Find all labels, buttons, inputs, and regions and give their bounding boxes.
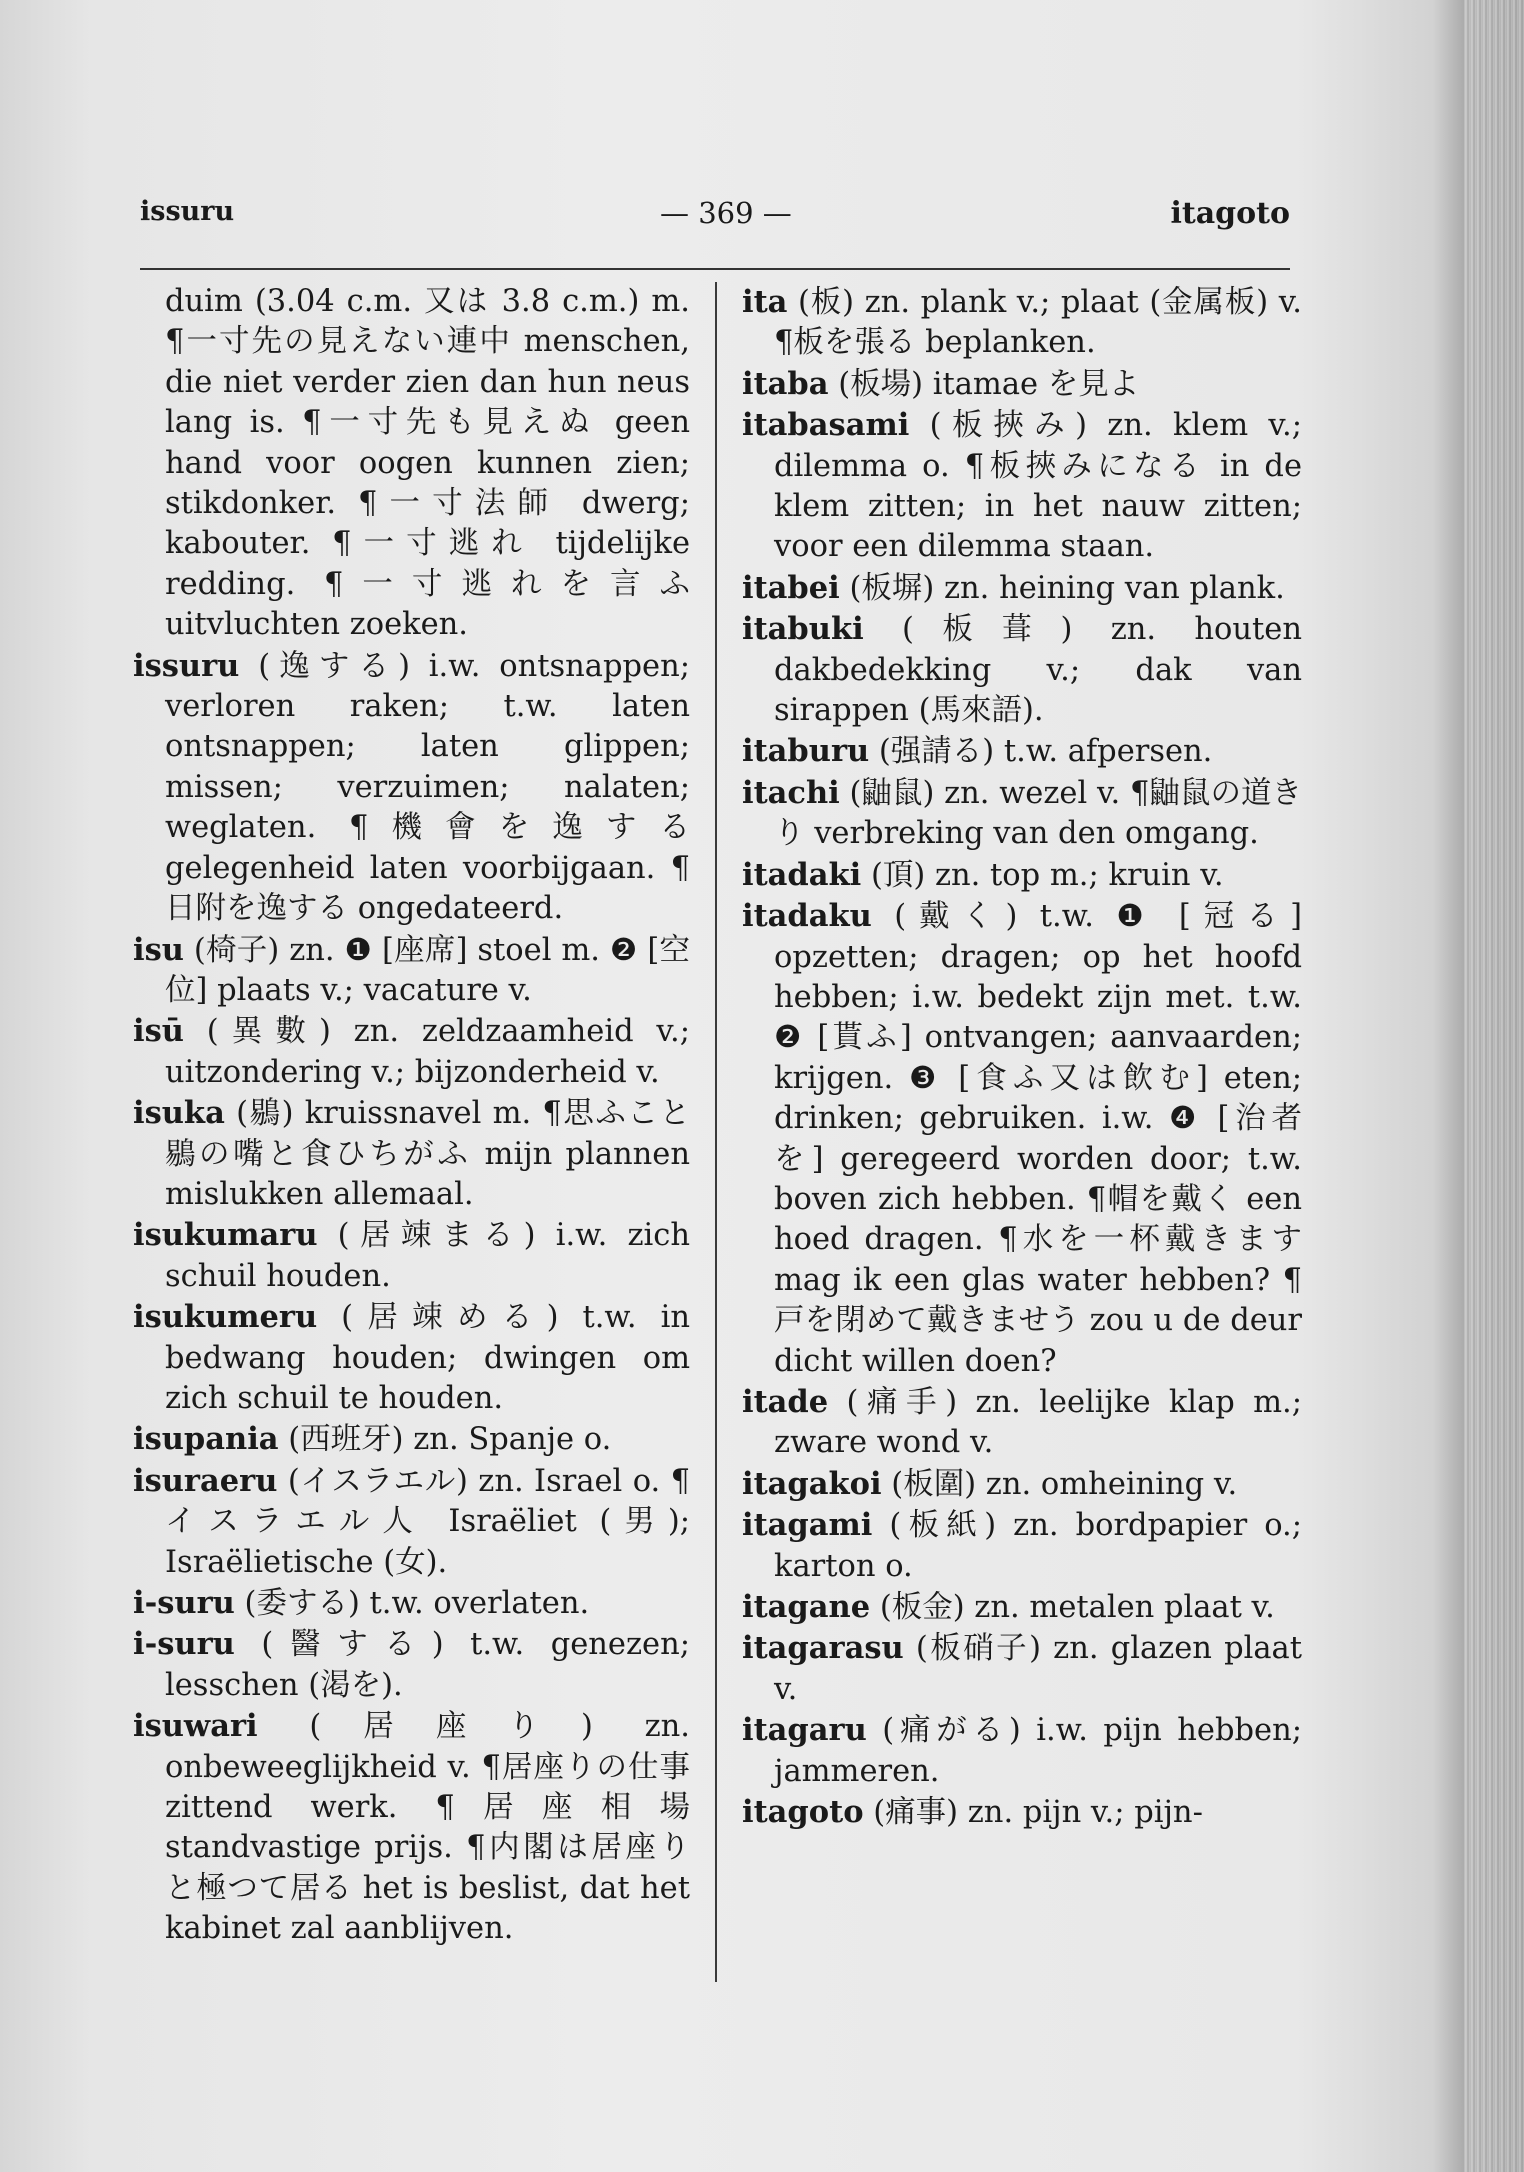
dictionary-entry (742, 568, 1302, 609)
entry-text: (イスラエル) zn. Israel o. ¶イスラエル人 Israëliet (男); Israëlietische (女). (165, 1463, 690, 1580)
entry-text: (强請る) t.w. afpersen. (878, 734, 1213, 770)
dictionary-entry (742, 364, 1302, 405)
dictionary-entry (133, 1011, 690, 1093)
entry-text: (居竦める) t.w. in bedwang houden; dwingen om zich schuil te houden. (165, 1300, 690, 1416)
entry-text: (板挾み) zn. klem v.; dilemma o. ¶板挾みになる in de klem zitten; in het nauw zitten; voor een dilemma staan. (774, 408, 1302, 565)
dictionary-entry (742, 1628, 1302, 1710)
entry-text: (戴く) t.w. ❶ [冠る] opzetten; dragen; op het hoofd hebben; i.w. bedekt zijn met. t.w. ❷ [貰ふ] ontvangen; aanvaarden; krijgen. ❸ [食ふ又は飲む] eten; drinken; gebruiken. i.w. ❹ [治者を] geregeerd worden door; t.w. boven zich hebben. ¶帽を戴く een hoed dragen. ¶水を一杯戴きます mag ik een glas water hebben? ¶戸を閉めて戴きませう zou u de deur dicht willen doen? (774, 899, 1302, 1379)
entry-text: (居竦まる) i.w. zich schuil houden. (165, 1218, 690, 1294)
entry-text: (板紙) zn. bordpapier o.; karton o. (774, 1508, 1302, 1584)
dictionary-entry (742, 1710, 1302, 1792)
entry-headword: isu (133, 931, 184, 968)
entry-headword: itachi (742, 774, 840, 811)
entry-text: (板硝子) zn. glazen plaat v. (774, 1631, 1302, 1707)
dictionary-entry (742, 282, 1302, 364)
entry-text: (痛手) zn. leelijke klap m.; zware wond v. (774, 1384, 1302, 1461)
entry-headword: itaburu (742, 733, 870, 770)
left-guide-word: issuru (140, 196, 235, 227)
entry-text: (板圍) zn. omheining v. (891, 1466, 1238, 1502)
dictionary-entry (133, 282, 690, 646)
entry-text: (居座り) zn. onbeweeglijkheid v. ¶居座りの仕事 zittend werk. ¶居座相場 standvastige prijs. ¶内閣は居座りと極つて居る het is beslist, dat het kabinet zal aanblijven. (165, 1709, 690, 1947)
header-rule (140, 268, 1290, 270)
entry-headword: issuru (133, 647, 240, 684)
entry-text: (板) zn. plank v.; plaat (金属板) v. ¶板を張る beplanken. (774, 285, 1302, 361)
entry-text: (頂) zn. top m.; kruin v. (870, 857, 1224, 893)
entry-text: (板葺) zn. houten dakbedekking v.; dak van sirappen (馬來語). (774, 612, 1302, 729)
dictionary-entry (742, 405, 1302, 568)
entry-text: (板金) zn. metalen plaat v. (879, 1590, 1275, 1625)
entry-headword: isuka (133, 1095, 225, 1132)
page-number: — 369 — (660, 196, 792, 230)
dictionary-entry (742, 731, 1302, 772)
entry-headword: isū (133, 1013, 184, 1050)
book-page-edges (1464, 0, 1524, 2172)
right-column (742, 282, 1302, 1982)
entry-text: (醫する) t.w. genezen; lesschen (渇を). (165, 1627, 690, 1703)
dictionary-entry (133, 1706, 690, 1949)
entry-headword: i-suru (133, 1585, 235, 1621)
dictionary-entry (133, 1461, 690, 1583)
dictionary-entry (133, 1297, 690, 1419)
entry-headword: itabei (742, 569, 840, 606)
entry-headword: itagarasu (742, 1630, 904, 1667)
entry-headword: isukumaru (133, 1217, 318, 1254)
entry-headword: itade (742, 1383, 829, 1420)
dictionary-entry (133, 930, 690, 1012)
dictionary-entry (133, 1093, 690, 1215)
dictionary-entry (742, 855, 1302, 896)
entry-headword: isupania (133, 1421, 279, 1458)
dictionary-entry (133, 1419, 690, 1460)
left-column (133, 282, 690, 1982)
entry-headword: itagaru (742, 1712, 867, 1749)
entry-text: (痛事) zn. pijn v.; pijn- (873, 1795, 1203, 1831)
dictionary-entry (133, 1215, 690, 1297)
dictionary-entry (742, 1792, 1302, 1833)
dictionary-entry (742, 1505, 1302, 1587)
entry-headword: isuwari (133, 1708, 258, 1745)
entry-headword: itagane (742, 1589, 871, 1625)
running-header (140, 196, 1290, 236)
entry-headword: itagakoi (742, 1465, 882, 1502)
entry-text: (異數) zn. zeldzaamheid v.; uitzondering v.; bijzonderheid v. (165, 1014, 690, 1090)
entry-headword: itaba (742, 365, 829, 402)
dictionary-entry (742, 1587, 1302, 1628)
entry-headword: isukumeru (133, 1299, 318, 1336)
entry-text: (鶍) kruissnavel m. ¶思ふこと鶍の嘴と食ひちがふ mijn plannen mislukken allemaal. (165, 1096, 691, 1212)
dictionary-entry (133, 1624, 690, 1706)
entry-headword: i-suru (133, 1626, 235, 1663)
entry-headword: itabuki (742, 611, 864, 648)
dictionary-entry (742, 1464, 1302, 1505)
dictionary-entry (742, 896, 1302, 1382)
entry-headword: isuraeru (133, 1462, 278, 1499)
dictionary-entry (742, 609, 1302, 731)
entry-headword: itagami (742, 1507, 873, 1544)
dictionary-entry (133, 646, 690, 930)
entry-headword: itagoto (742, 1794, 864, 1831)
right-guide-word: itagoto (1170, 196, 1290, 231)
entry-headword: itadaku (742, 898, 872, 935)
entry-text: (板塀) zn. heining van plank. (849, 570, 1285, 606)
entry-text: (板場) itamae を見よ (838, 366, 1140, 402)
entry-text: (西班牙) zn. Spanje o. (288, 1422, 612, 1458)
dictionary-entry (742, 1382, 1302, 1464)
entry-headword: itabasami (742, 407, 910, 444)
entry-headword: ita (742, 284, 788, 320)
entry-text: (痛がる) i.w. pijn hebben; jammeren. (774, 1713, 1302, 1789)
entry-text: (委する) t.w. overlaten. (244, 1586, 590, 1621)
dictionary-entry (133, 1583, 690, 1624)
dictionary-entry (742, 773, 1302, 855)
entry-text: (逸する) i.w. ontsnappen; verloren raken; t.w. laten ontsnappen; laten glippen; missen; verzuimen; nalaten; weglaten. ¶機會を逸する gelegenheid laten voorbijgaan. ¶日附を逸する ongedateerd. (165, 648, 690, 927)
entry-headword: itadaki (742, 856, 862, 893)
entry-text: (鼬鼠) zn. wezel v. ¶鼬鼠の道きり verbreking van den omgang. (774, 775, 1302, 852)
entry-text: duim (3.04 c.m. 又は 3.8 c.m.) m. ¶一寸先の見えない連中 menschen, die niet verder zien dan hun neus lang is. ¶一寸先も見えぬ geen hand voor oogen kunnen zien; stikdonker. ¶一寸法師 dwerg; kabouter. ¶一寸逃れ tijdelijke redding. ¶一寸逃れを言ふ uitvluchten zoeken. (165, 284, 690, 643)
column-divider (715, 282, 717, 1982)
entry-text: (椅子) zn. ❶ [座席] stoel m. ❷ [空位] plaats v.; vacature v. (165, 932, 690, 1008)
